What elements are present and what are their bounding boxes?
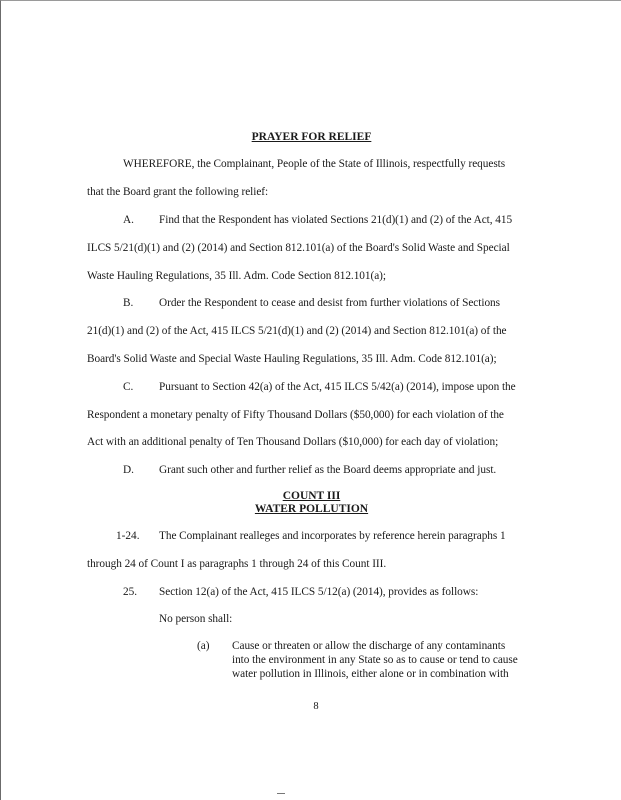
relief-item-b-line-2: 21(d)(1) and (2) of the Act, 415 ILCS 5/21(d)(1) and (2) (2014) and Section 812.101(a) of the [87,325,507,337]
count-heading: COUNT III [282,490,341,502]
prayer-heading: PRAYER FOR RELIEF [251,131,372,143]
scan-mark [277,793,285,794]
relief-item-c-line-1: Pursuant to Section 42(a) of the Act, 415 ILCS 5/42(a) (2014), impose upon the [159,381,516,393]
relief-item-c-line-3: Act with an additional penalty of Ten Thousand Dollars ($10,000) for each day of violation; [87,436,499,448]
relief-item-c-label: C. [123,381,134,393]
paragraph-25-text: Section 12(a) of the Act, 415 ILCS 5/12(a) (2014), provides as follows: [159,586,479,598]
quote-item-a-label: (a) [197,640,210,652]
quote-line-3: water pollution in Illinois, either alone or in combination with [232,668,509,680]
quote-line-2: into the environment in any State so as to cause or tend to cause [232,654,518,666]
prayer-intro-line-2: that the Board grant the following relief: [87,186,269,198]
quote-line-1: Cause or threaten or allow the discharge of any contaminants [232,640,506,652]
prayer-intro-line-1: WHEREFORE, the Complainant, People of the State of Illinois, respectfully requests [123,158,506,170]
relief-item-a-line-2: ILCS 5/21(d)(1) and (2) (2014) and Section 812.101(a) of the Board's Solid Waste and Special [87,242,510,254]
relief-item-d-label: D. [123,464,134,476]
paragraph-1-24-line-1: The Complainant realleges and incorporates by reference herein paragraphs 1 [159,530,506,542]
quote-intro: No person shall: [159,613,233,625]
relief-item-a-line-1: Find that the Respondent has violated Sections 21(d)(1) and (2) of the Act, 415 [159,214,513,226]
relief-item-a-line-3: Waste Hauling Regulations, 35 Ill. Adm. Code Section 812.101(a); [87,270,386,282]
count-subheading: WATER POLLUTION [254,503,369,515]
relief-item-c-line-2: Respondent a monetary penalty of Fifty Thousand Dollars ($50,000) for each violation of the [87,409,504,421]
relief-item-b-line-1: Order the Respondent to cease and desist from further violations of Sections [159,297,500,309]
paragraph-1-24-line-2: through 24 of Count I as paragraphs 1 through 24 of this Count III. [87,558,387,570]
relief-item-d-line-1: Grant such other and further relief as the Board deems appropriate and just. [159,464,497,476]
relief-item-b-line-3: Board's Solid Waste and Special Waste Hauling Regulations, 35 Ill. Adm. Code 812.101(a); [87,353,497,365]
paragraph-25-label: 25. [123,586,138,598]
page-number: 8 [313,701,319,712]
paragraph-1-24-label: 1-24. [116,530,140,542]
relief-item-b-label: B. [123,297,134,309]
relief-item-a-label: A. [123,214,134,226]
